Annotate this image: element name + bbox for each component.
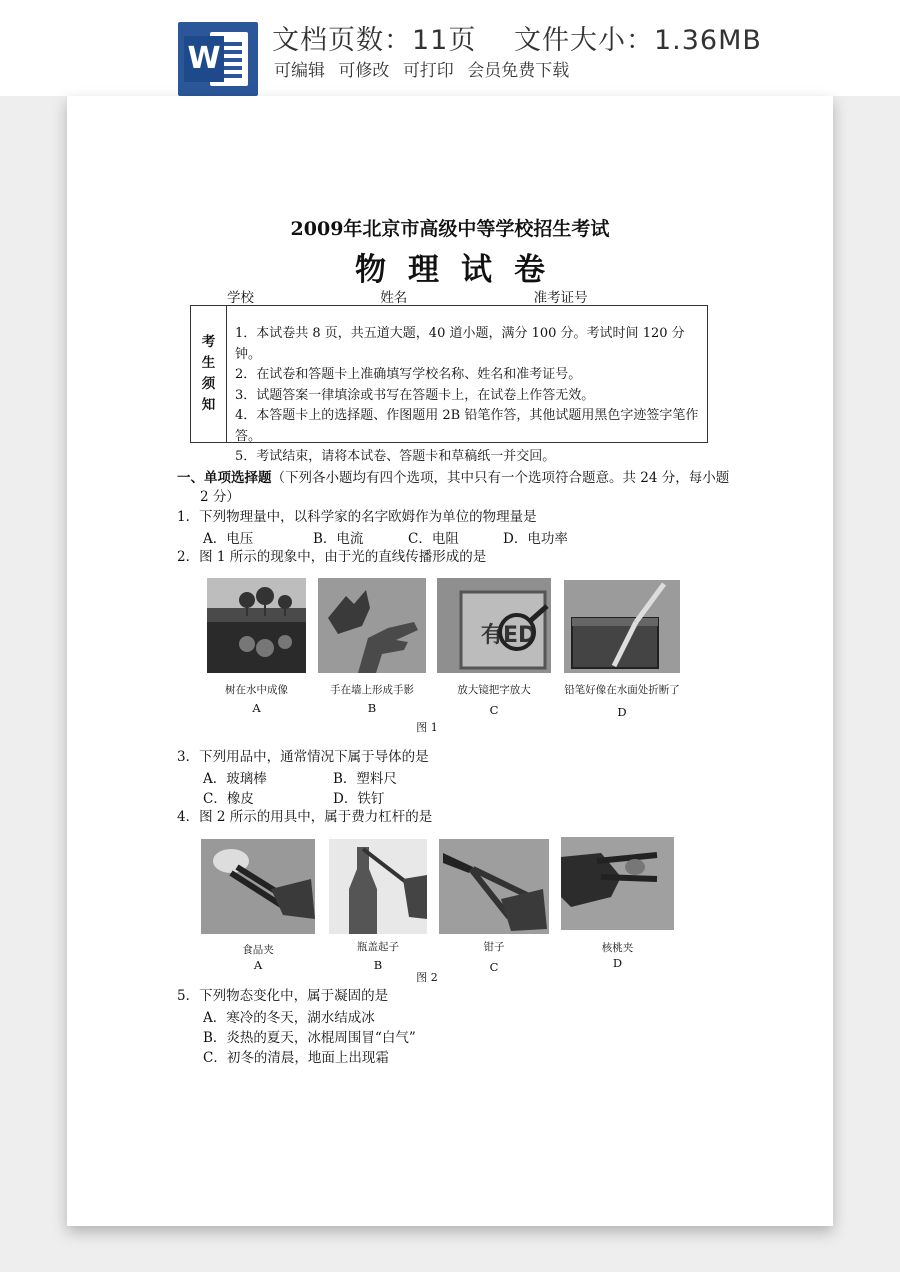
school-label: 学校 [227, 290, 254, 306]
caption-d: 铅笔好像在水面处折断了 [564, 684, 680, 696]
document-page [67, 96, 833, 1226]
question-1: 1．下列物理量中，以科学家的名字欧姆作为单位的物理量是 [177, 509, 537, 525]
notice-heading: 考 生 须 知 [191, 306, 227, 442]
q5-option-a: A．寒冷的冬天，湖水结成冰 [203, 1010, 375, 1026]
q1-option-b: B．电流 [313, 531, 364, 547]
caption-a: 树在水中成像 [225, 684, 288, 696]
feature-list [274, 56, 577, 81]
ticket-label: 准考证号 [533, 290, 588, 306]
photo-food-tongs [201, 839, 315, 934]
label-d: D [617, 705, 627, 719]
name-blank [407, 291, 525, 306]
magnifier-text: 有ED [481, 623, 537, 648]
header-banner [0, 0, 900, 96]
q3-option-a: A．玻璃棒 [203, 771, 267, 787]
caption-nutcracker: 核桃夹 [601, 942, 634, 954]
notice-item: 4．本答题卡上的选择题、作图题用 2B 铅笔作答，其他试题用黑色字迹签字笔作答。 [235, 408, 699, 444]
exam-title: 2009年北京市高级中等学校招生考试 [290, 218, 610, 240]
section-heading [177, 468, 729, 488]
file-size: 文件大小：1.36MB [513, 25, 762, 56]
photo-hand-shadow [318, 578, 426, 673]
photo-tree-reflection [207, 578, 306, 673]
q1-option-d: D．电功率 [503, 531, 568, 547]
exam-subject: 物理试卷 [355, 252, 567, 288]
notice-item: 2．在试卷和答题卡上准确填写学校名称、姓名和准考证号。 [235, 367, 582, 382]
photo-pencil-water [564, 580, 680, 673]
label-b: B [373, 958, 383, 972]
label-c: C [489, 960, 499, 974]
photo-pliers [439, 839, 549, 934]
caption-c: 放大镜把字放大 [457, 684, 531, 696]
q5-option-b: B．炎热的夏天，冰棍周围冒“白气” [203, 1030, 416, 1046]
candidate-fields [227, 286, 700, 306]
notice-item: 3．试题答案一律填涂或书写在答题卡上，在试卷上作答无效。 [235, 387, 595, 403]
caption-pliers: 钳子 [483, 941, 505, 953]
label-a: A [252, 701, 261, 715]
label-c: C [489, 703, 499, 717]
section-description: （下列各小题均有四个选项，其中只有一个选项符合题意。共 24 分，每小题 [271, 470, 730, 486]
word-document-icon [178, 22, 258, 96]
page-count: 文档页数：11页 [272, 25, 477, 56]
photo-magnifier [437, 578, 551, 673]
feature-modifiable: 可修改 [338, 61, 390, 81]
name-label: 姓名 [380, 290, 408, 306]
school-blank [254, 291, 372, 306]
feature-editable: 可编辑 [274, 61, 325, 81]
section-description-cont: 2 分） [200, 489, 240, 505]
photo-nutcracker [561, 837, 674, 930]
feature-member-download: 会员免费下载 [467, 61, 570, 81]
exam-notice-box [190, 305, 708, 464]
question-5: 5．下列物态变化中，属于凝固的是 [177, 988, 389, 1004]
q3-option-c: C．橡皮 [203, 791, 254, 807]
q3-option-b: B．塑料尺 [333, 771, 397, 787]
question-2: 2．图 1 所示的现象中，由于光的直线传播形成的是 [177, 549, 487, 565]
notice-item: 5．考试结束，请将本试卷、答题卡和草稿纸一并交回。 [235, 449, 556, 464]
question-3: 3．下列用品中，通常情况下属于导体的是 [177, 749, 429, 765]
caption-bottle-opener: 瓶盖起子 [357, 941, 399, 953]
word-letter-badge: W [184, 36, 224, 82]
caption-food-tongs: 食品夹 [242, 944, 274, 956]
section-title: 一、单项选择题 [177, 470, 272, 486]
figure-2-label: 图 2 [416, 971, 438, 984]
photo-bottle-opener [329, 839, 427, 934]
label-a: A [253, 958, 263, 972]
q5-option-c: C．初冬的清晨，地面上出现霜 [203, 1050, 389, 1066]
feature-printable: 可打印 [402, 61, 454, 81]
notice-item: 1．本试卷共 8 页，共五道大题，40 道小题，满分 100 分。考试时间 120 分钟。 [235, 326, 685, 362]
q1-option-c: C．电阻 [408, 531, 459, 547]
notice-items [235, 324, 707, 468]
q3-option-d: D．铁钉 [333, 791, 385, 807]
ticket-blank [588, 291, 696, 306]
q1-option-a: A．电压 [203, 531, 254, 547]
file-info [272, 18, 790, 57]
figure-1-label: 图 1 [416, 721, 438, 734]
label-d: D [612, 956, 623, 970]
label-b: B [367, 701, 377, 715]
question-4: 4．图 2 所示的用具中，属于费力杠杆的是 [177, 809, 433, 825]
caption-b: 手在墙上形成手影 [330, 684, 414, 696]
